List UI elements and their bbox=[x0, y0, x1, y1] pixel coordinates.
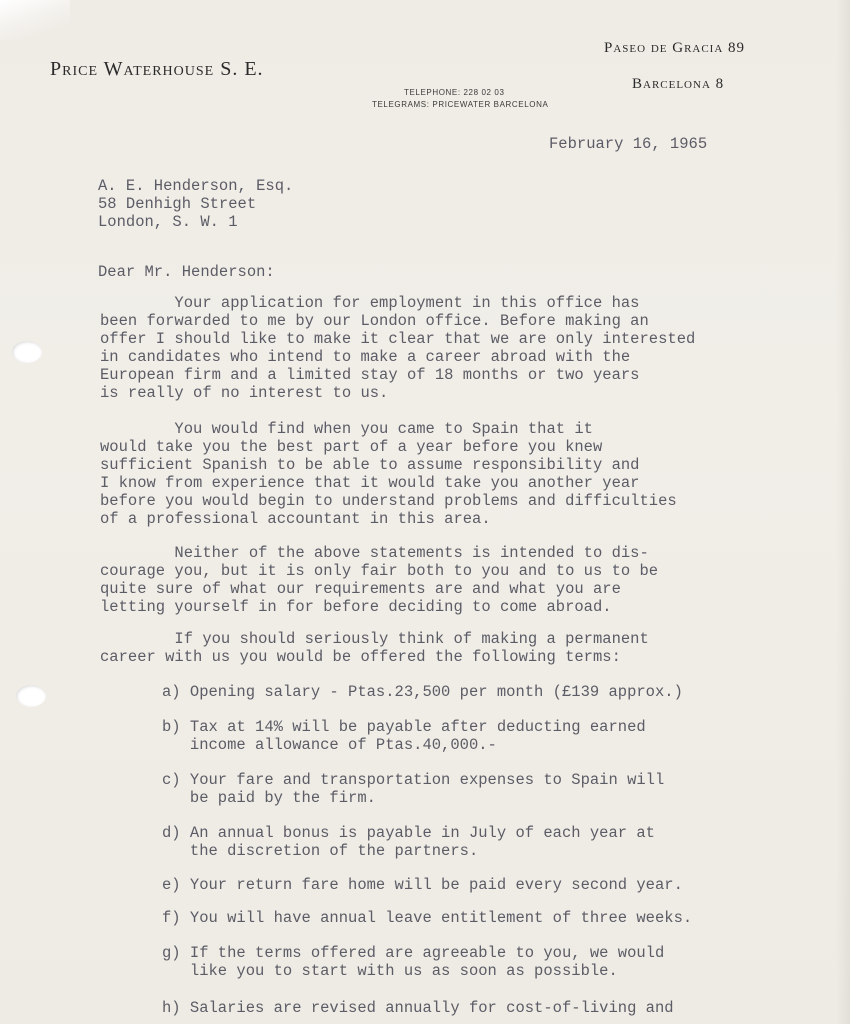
recipient-city: London, S. W. 1 bbox=[98, 213, 238, 231]
paragraph-2-line: would take you the best part of a year before you knew bbox=[100, 438, 603, 456]
letterhead-telephone: TELEPHONE: 228 02 03 bbox=[404, 88, 505, 97]
paragraph-2-line: before you would begin to understand problems and difficulties bbox=[100, 492, 677, 510]
paragraph-1-line: Your application for employment in this office has bbox=[100, 294, 640, 312]
letterhead-city: Barcelona 8 bbox=[632, 76, 725, 92]
term-d-cont: the discretion of the partners. bbox=[162, 842, 479, 860]
letter-date: February 16, 1965 bbox=[549, 135, 708, 153]
paragraph-3-line: letting yourself in for before deciding to come abroad. bbox=[100, 598, 612, 616]
paragraph-1-line: been forwarded to me by our London office. Before making an bbox=[100, 312, 649, 330]
paragraph-1-line: European firm and a limited stay of 18 months or two years bbox=[100, 366, 640, 384]
folded-corner bbox=[0, 0, 70, 40]
paragraph-4-line: career with us you would be offered the following terms: bbox=[100, 648, 621, 666]
paragraph-1-line: offer I should like to make it clear that we are only interested bbox=[100, 330, 696, 348]
letterhead-street: Paseo de Gracia 89 bbox=[604, 40, 746, 56]
paragraph-3-line: courage you, but it is only fair both to you and to us to be bbox=[100, 562, 659, 580]
term-g-cont: like you to start with us as soon as possible. bbox=[162, 962, 618, 980]
paragraph-4-line: If you should seriously think of making a permanent bbox=[100, 630, 649, 648]
term-b: b) Tax at 14% will be payable after deducting earned bbox=[162, 718, 646, 736]
paragraph-2-line: sufficient Spanish to be able to assume responsibility and bbox=[100, 456, 640, 474]
recipient-name: A. E. Henderson, Esq. bbox=[98, 177, 294, 195]
letterhead-telegrams: TELEGRAMS: PRICEWATER BARCELONA bbox=[372, 100, 549, 109]
salutation: Dear Mr. Henderson: bbox=[98, 263, 275, 281]
page-edge-shadow bbox=[836, 0, 850, 1024]
term-c: c) Your fare and transportation expenses to Spain will bbox=[162, 771, 665, 789]
paragraph-2-line: You would find when you came to Spain that it bbox=[100, 420, 593, 438]
term-h: h) Salaries are revised annually for cost-of-living and bbox=[162, 999, 674, 1017]
punch-hole-upper bbox=[12, 341, 42, 363]
recipient-street: 58 Denhigh Street bbox=[98, 195, 257, 213]
term-a: a) Opening salary - Ptas.23,500 per month (£139 approx.) bbox=[162, 683, 683, 701]
term-e: e) Your return fare home will be paid every second year. bbox=[162, 876, 683, 894]
term-d: d) An annual bonus is payable in July of each year at bbox=[162, 824, 655, 842]
term-c-cont: be paid by the firm. bbox=[162, 789, 376, 807]
paragraph-3-line: Neither of the above statements is intended to dis- bbox=[100, 544, 649, 562]
paragraph-3-line: quite sure of what our requirements are and what you are bbox=[100, 580, 621, 598]
letterhead-firm-name: Price Waterhouse S. E. bbox=[50, 58, 264, 80]
paragraph-1-line: is really of no interest to us. bbox=[100, 384, 389, 402]
term-b-cont: income allowance of Ptas.40,000.- bbox=[162, 736, 497, 754]
punch-hole-lower bbox=[16, 685, 46, 707]
paragraph-1-line: in candidates who intend to make a career abroad with the bbox=[100, 348, 631, 366]
paragraph-2-line: of a professional accountant in this area. bbox=[100, 510, 491, 528]
paragraph-2-line: I know from experience that it would take you another year bbox=[100, 474, 640, 492]
term-g: g) If the terms offered are agreeable to you, we would bbox=[162, 944, 665, 962]
term-f: f) You will have annual leave entitlement of three weeks. bbox=[162, 909, 693, 927]
